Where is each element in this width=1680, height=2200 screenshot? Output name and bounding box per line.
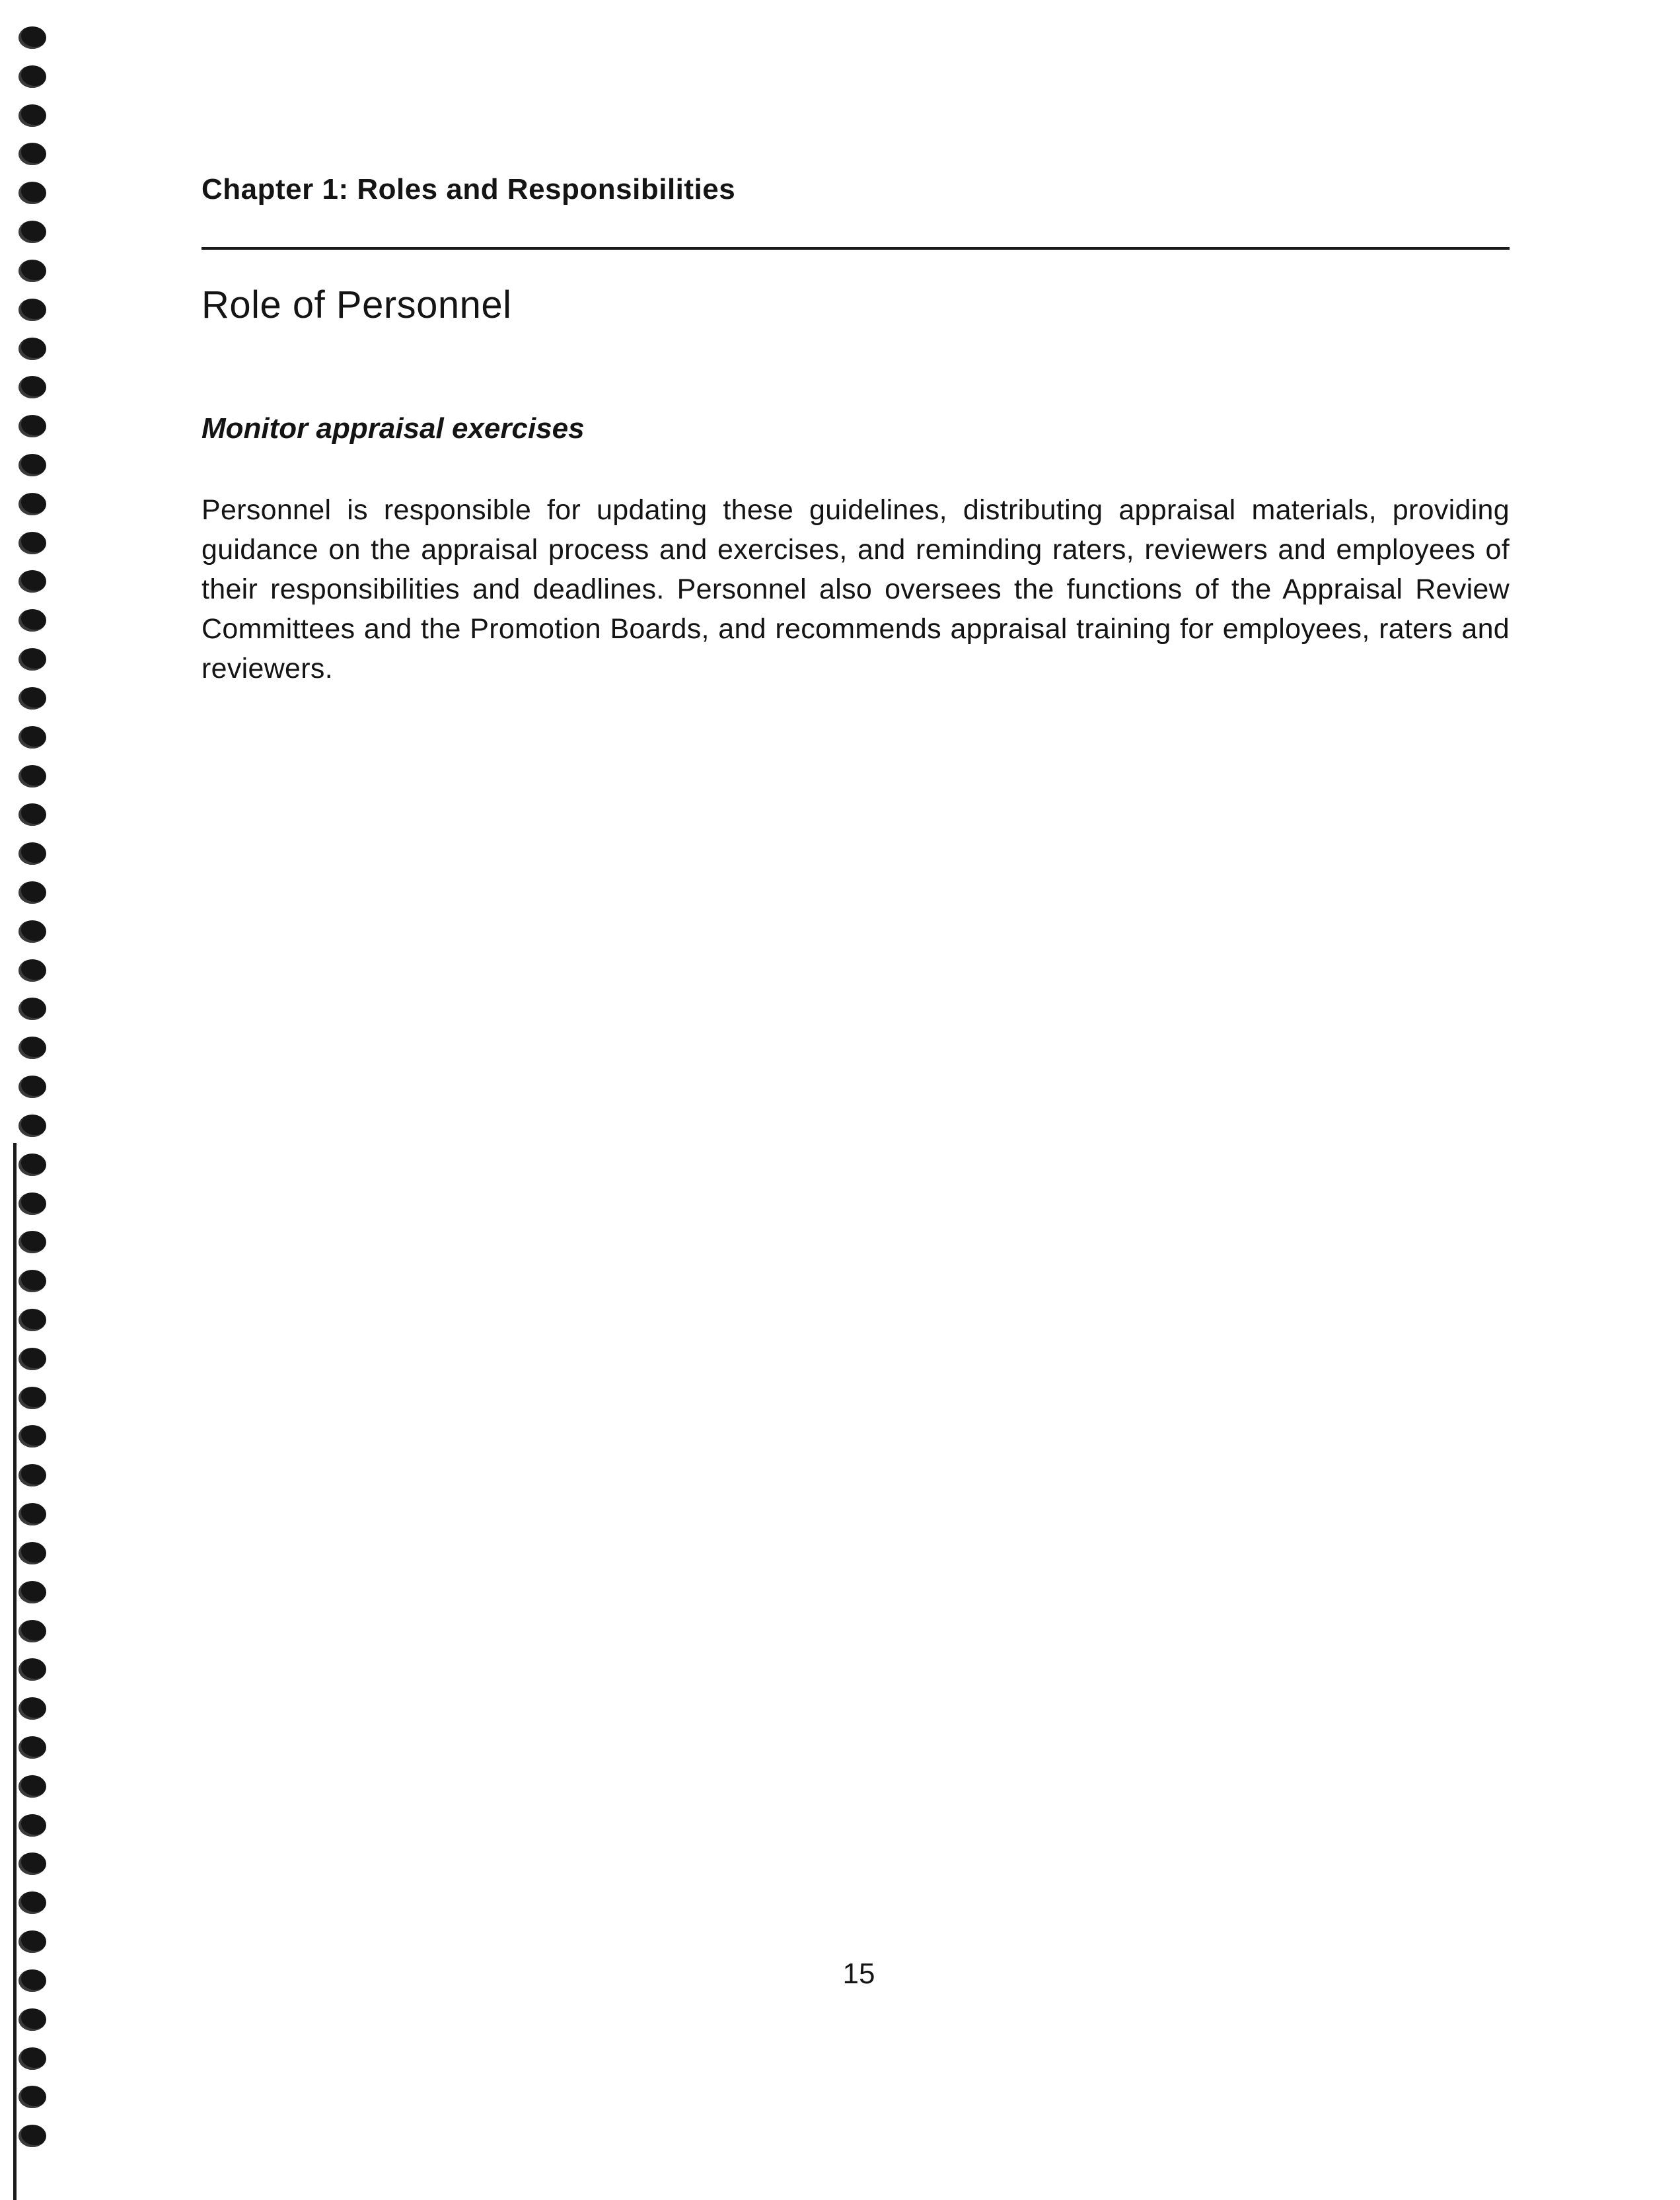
spiral-binding-hole-icon: [18, 454, 46, 476]
spiral-binding-hole-icon: [18, 1581, 46, 1603]
spiral-binding-hole-icon: [18, 260, 46, 282]
spiral-binding-hole-icon: [18, 1658, 46, 1681]
spiral-binding-hole-icon: [18, 299, 46, 321]
subheading: Monitor appraisal exercises: [201, 412, 585, 445]
spiral-binding-hole-icon: [18, 2047, 46, 2070]
spiral-binding-hole-icon: [18, 26, 46, 49]
chapter-header: Chapter 1: Roles and Responsibilities: [201, 173, 736, 205]
header-divider: [201, 247, 1510, 250]
spiral-binding-hole-icon: [18, 726, 46, 749]
spiral-binding: [13, 26, 50, 2187]
spiral-binding-hole-icon: [18, 1387, 46, 1409]
spiral-binding-hole-icon: [18, 920, 46, 943]
body-paragraph: Personnel is responsible for updating these guidelines, distributing appraisal materials, providing guidance on the appraisal process and exercises, and reminding raters, reviewers and employees of their responsibilities and deadlines. Personnel also oversees the functions of the Appraisal Review Committees and the Promotion Boards, and recommends appraisal training for employees, raters and reviewers.: [201, 494, 1510, 684]
spiral-binding-hole-icon: [18, 842, 46, 865]
spiral-binding-hole-icon: [18, 65, 46, 88]
binding-edge-line: [13, 1143, 17, 2200]
spiral-binding-hole-icon: [18, 415, 46, 437]
spiral-binding-hole-icon: [18, 221, 46, 243]
spiral-binding-hole-icon: [18, 1697, 46, 1720]
spiral-binding-hole-icon: [18, 1852, 46, 1875]
spiral-binding-hole-icon: [18, 1348, 46, 1370]
spiral-binding-hole-icon: [18, 1814, 46, 1837]
spiral-binding-hole-icon: [18, 2125, 46, 2147]
page-number: 15: [842, 1958, 875, 1990]
spiral-binding-hole-icon: [18, 1192, 46, 1215]
spiral-binding-hole-icon: [18, 1969, 46, 1992]
spiral-binding-hole-icon: [18, 648, 46, 671]
spiral-binding-hole-icon: [18, 532, 46, 554]
spiral-binding-hole-icon: [18, 1930, 46, 1953]
spiral-binding-hole-icon: [18, 1542, 46, 1564]
spiral-binding-hole-icon: [18, 959, 46, 982]
spiral-binding-hole-icon: [18, 2086, 46, 2108]
spiral-binding-hole-icon: [18, 1231, 46, 1253]
spiral-binding-hole-icon: [18, 1503, 46, 1525]
spiral-binding-hole-icon: [18, 998, 46, 1020]
spiral-binding-hole-icon: [18, 803, 46, 826]
spiral-binding-hole-icon: [18, 104, 46, 127]
spiral-binding-hole-icon: [18, 570, 46, 593]
section-title: Role of Personnel: [201, 283, 512, 326]
spiral-binding-hole-icon: [18, 881, 46, 904]
spiral-binding-hole-icon: [18, 338, 46, 360]
spiral-binding-hole-icon: [18, 1620, 46, 1642]
spiral-binding-hole-icon: [18, 2008, 46, 2031]
spiral-binding-hole-icon: [18, 1154, 46, 1176]
spiral-binding-hole-icon: [18, 1037, 46, 1059]
spiral-binding-hole-icon: [18, 1115, 46, 1137]
spiral-binding-hole-icon: [18, 1076, 46, 1098]
spiral-binding-hole-icon: [18, 1309, 46, 1331]
spiral-binding-hole-icon: [18, 1775, 46, 1798]
spiral-binding-hole-icon: [18, 182, 46, 204]
spiral-binding-hole-icon: [18, 143, 46, 165]
spiral-binding-hole-icon: [18, 1464, 46, 1486]
spiral-binding-hole-icon: [18, 765, 46, 788]
spiral-binding-hole-icon: [18, 1891, 46, 1914]
spiral-binding-hole-icon: [18, 1736, 46, 1759]
spiral-binding-hole-icon: [18, 493, 46, 515]
spiral-binding-hole-icon: [18, 609, 46, 632]
spiral-binding-hole-icon: [18, 376, 46, 398]
spiral-binding-hole-icon: [18, 1425, 46, 1448]
spiral-binding-hole-icon: [18, 1270, 46, 1292]
spiral-binding-hole-icon: [18, 687, 46, 710]
